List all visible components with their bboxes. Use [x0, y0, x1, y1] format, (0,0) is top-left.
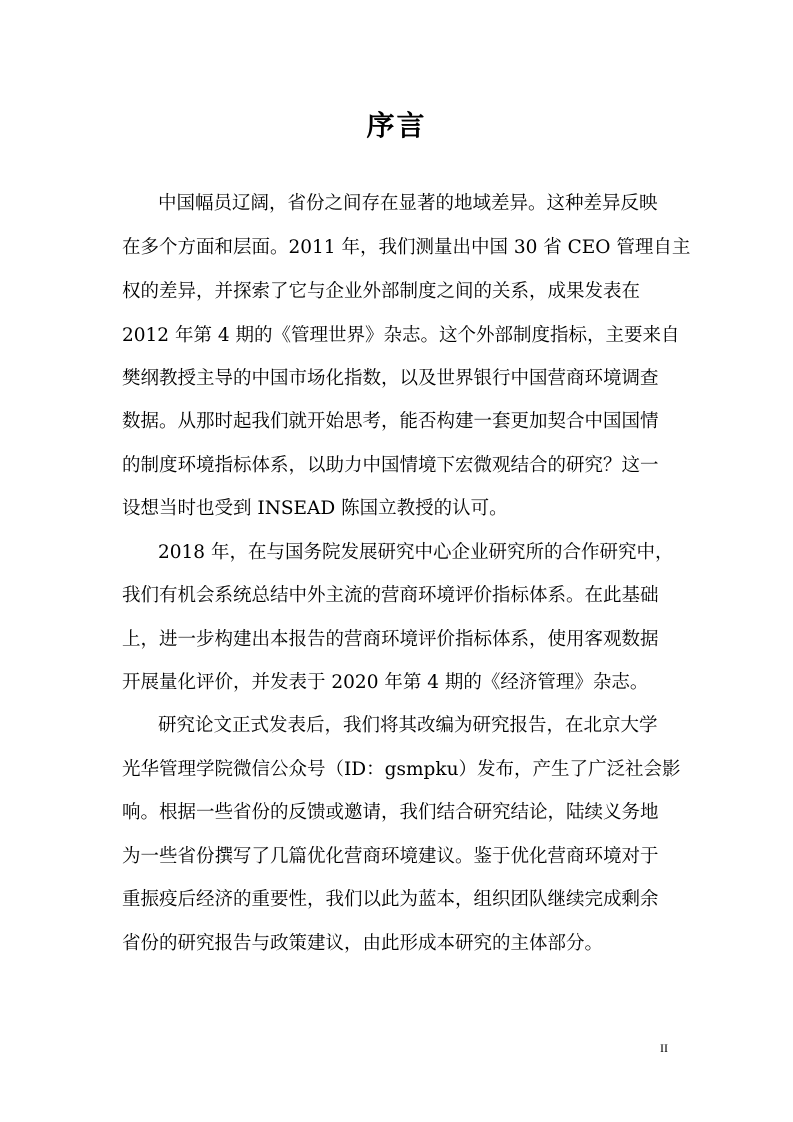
paragraph-1-line-8: 设想当时也受到 INSEAD 陈国立教授的认可。 — [122, 498, 508, 519]
paragraph-2-line-3: 上，进一步构建出本报告的营商环境评价指标体系，使用客观数据 — [122, 629, 659, 650]
paragraph-2-line-2: 我们有机会系统总结中外主流的营商环境评价指标体系。在此基础 — [122, 585, 659, 606]
page-number: II — [660, 1041, 668, 1055]
paragraph-1-line-3: 权的差异，并探索了它与企业外部制度之间的关系，成果发表在 — [122, 281, 641, 302]
paragraph-1-line-2: 在多个方面和层面。2011 年，我们测量出中国 30 省 CEO 管理自主 — [122, 237, 691, 258]
paragraph-3-line-3: 响。根据一些省份的反馈或邀请，我们结合研究结论，陆续义务地 — [122, 802, 659, 823]
paragraph-1-line-5: 樊纲教授主导的中国市场化指数，以及世界银行中国营商环境调查 — [122, 368, 659, 389]
paragraph-2-line-4: 开展量化评价，并发表于 2020 年第 4 期的《经济管理》杂志。 — [122, 672, 649, 693]
paragraph-3-line-1: 研究论文正式发表后，我们将其改编为研究报告，在北京大学 — [158, 715, 658, 736]
paragraph-3-line-2: 光华管理学院微信公众号（ID：gsmpku）发布，产生了广泛社会影 — [122, 759, 681, 780]
paragraph-3-line-4: 为一些省份撰写了几篇优化营商环境建议。鉴于优化营商环境对于 — [122, 846, 659, 867]
paragraph-2-line-1: 2018 年，在与国务院发展研究中心企业研究所的合作研究中， — [158, 542, 674, 563]
paragraph-3-line-6: 省份的研究报告与政策建议，由此形成本研究的主体部分。 — [122, 933, 604, 954]
paragraph-1-line-1: 中国幅员辽阔，省份之间存在显著的地域差异。这种差异反映 — [158, 193, 658, 214]
paragraph-1-line-7: 的制度环境指标体系，以助力中国情境下宏微观结合的研究？这一 — [122, 455, 659, 476]
paragraph-3-line-5: 重振疫后经济的重要性，我们以此为蓝本，组织团队继续完成剩余 — [122, 889, 659, 910]
paragraph-1-line-6: 数据。从那时起我们就开始思考，能否构建一套更加契合中国国情 — [122, 411, 659, 432]
paragraph-1-line-4: 2012 年第 4 期的《管理世界》杂志。这个外部制度指标，主要来自 — [122, 325, 680, 346]
page-title: 序言 — [366, 109, 427, 142]
